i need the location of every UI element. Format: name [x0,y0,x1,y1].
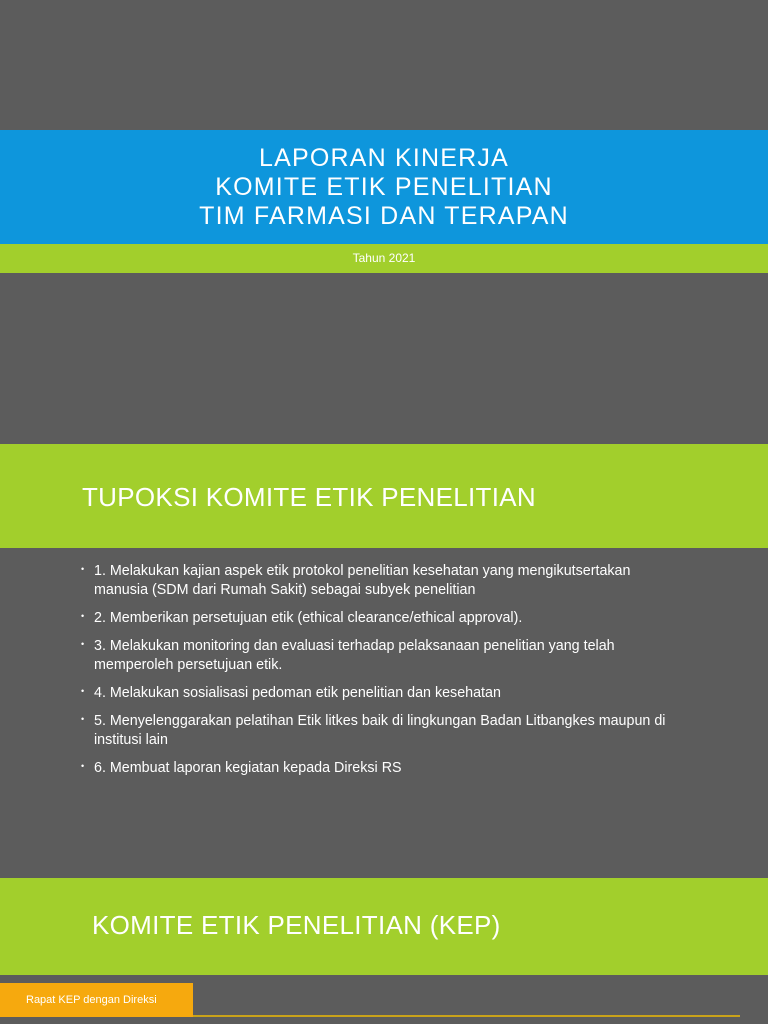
title-slide [0,0,768,440]
caption-divider [193,1015,740,1017]
bullet-text: 2. Memberikan persetujuan etik (ethical clearance/ethical approval). [94,610,523,626]
bullet-list [80,562,680,787]
bullet-text: 1. Melakukan kajian aspek etik protokol penelitian kesehatan yang mengikutsertakan manusia (SDM dari Rumah Sakit) sebagai subyek penelitian [94,563,631,598]
tupoksi-slide [0,444,768,874]
title-band [0,130,768,244]
bullet-icon: • [81,639,85,649]
bullet-text: 6. Membuat laporan kegiatan kepada Direksi RS [94,760,402,776]
list-item [80,684,680,703]
subtitle-band [0,244,768,273]
bullet-icon: • [81,686,85,696]
slide-heading: TUPOKSI KOMITE ETIK PENELITIAN [82,482,536,512]
subtitle-year: Tahun 2021 [352,251,416,265]
title-line-2: KOMITE ETIK PENELITIAN [215,173,553,201]
list-item [80,637,680,675]
list-item [80,712,680,750]
caption-text: Rapat KEP dengan Direksi [26,994,157,1006]
list-item [80,759,680,778]
bullet-icon: • [81,714,85,724]
list-item [80,562,680,600]
heading-band [0,444,768,548]
bullet-text: 5. Menyelenggarakan pelatihan Etik litkes baik di lingkungan Badan Litbangkes maupun di institusi lain [94,713,666,748]
title-line-3: TIM FARMASI DAN TERAPAN [199,202,569,230]
kep-slide [0,878,768,1024]
bullet-icon: • [81,564,85,574]
list-item [80,609,680,628]
title-line-1: LAPORAN KINERJA [258,144,509,172]
slide-heading: KOMITE ETIK PENELITIAN (KEP) [92,910,501,940]
heading-band [0,878,768,975]
caption-label [0,983,193,1017]
bullet-text: 3. Melakukan monitoring dan evaluasi terhadap pelaksanaan penelitian yang telah memperoleh persetujuan etik. [94,638,615,673]
bullet-icon: • [81,611,85,621]
bullet-text: 4. Melakukan sosialisasi pedoman etik penelitian dan kesehatan [94,685,501,701]
bullet-icon: • [81,761,85,771]
